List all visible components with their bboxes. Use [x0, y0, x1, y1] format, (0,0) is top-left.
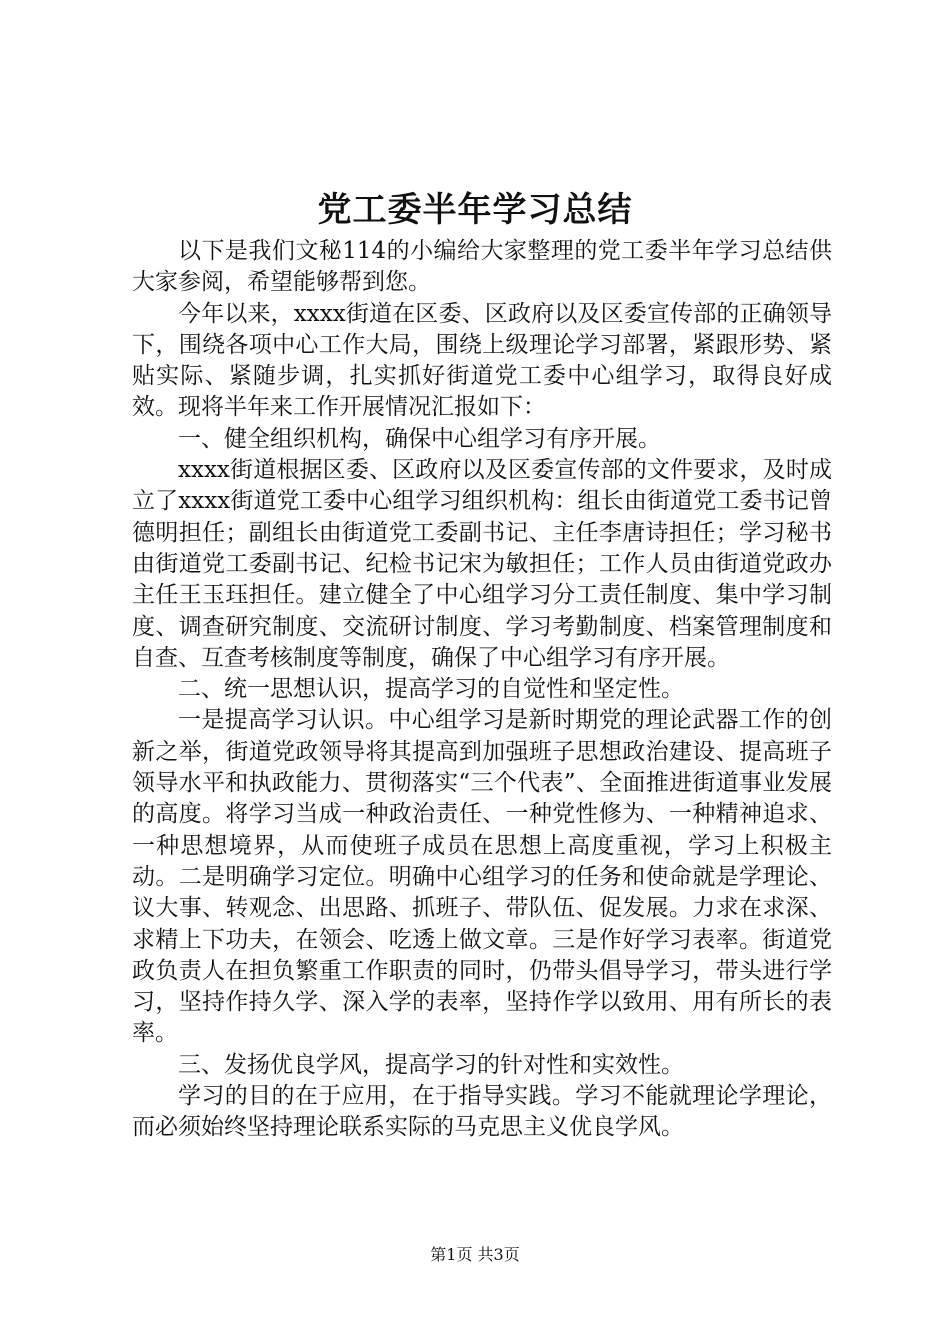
section-heading-1: 一、健全组织机构，确保中心组学习有序开展。 [178, 425, 661, 452]
document-title: 党工委半年学习总结 [317, 190, 633, 230]
paragraph-intro: 以下是我们文秘114的小编给大家整理的党工委半年学习总结供大家参阅，希望能够帮到您。 [132, 238, 832, 296]
paragraph-organization: xxxx街道根据区委、区政府以及区委宣传部的文件要求，及时成立了xxxx街道党工委中心组学习组织机构：组长由街道党工委书记曾德明担任；副组长由街道党工委副书记、主任李唐诗担任；学习秘书由街道党工委副书记、纪检书记宋为敏担任；工作人员由街道党政办主任王玉珏担任。建立健全了中心组学习分工责任制度、集中学习制度、调查研究制度、交流研讨制度、学习考勤制度、档案管理制度和自查、互查考核制度等制度，确保了中心组学习有序开展。 [132, 457, 832, 671]
section-heading-3: 三、发扬优良学风，提高学习的针对性和实效性。 [178, 1051, 684, 1078]
document-body [132, 236, 832, 1144]
page-footer: 第1页 共3页 [430, 1245, 520, 1264]
paragraph-overview: 今年以来，xxxx街道在区委、区政府以及区委宣传部的正确领导下，围绕各项中心工作大局，围绕上级理论学习部署，紧跟形势、紧贴实际、紧随步调，扎实抓好街道党工委中心组学习，取得良好成效。现将半年来工作开展情况汇报如下： [132, 300, 832, 421]
section-heading-2: 二、统一思想认识，提高学习的自觉性和坚定性。 [178, 676, 684, 703]
paragraph-awareness: 一是提高学习认识。中心组学习是新时期党的理论武器工作的创新之举，街道党政领导将其提高到加强班子思想政治建设、提高班子领导水平和执政能力、贯彻落实“三个代表”、全面推进街道事业发展的高度。将学习当成一种政治责任、一种党性修为、一种精神追求、一种思想境界，从而使班子成员在思想上高度重视，学习上积极主动。二是明确学习定位。明确中心组学习的任务和使命就是学理论、议大事、转观念、出思路、抓班子、带队伍、促发展。力求在求深、求精上下功夫，在领会、吃透上做文章。三是作好学习表率。街道党政负责人在担负繁重工作职责的同时，仍带头倡导学习，带头进行学习，坚持作持久学、深入学的表率，坚持作学以致用、用有所长的表率。 [132, 707, 832, 1047]
paragraph-study-style: 学习的目的在于应用，在于指导实践。学习不能就理论学理论，而必须始终坚持理论联系实际的马克思主义优良学风。 [132, 1083, 832, 1141]
